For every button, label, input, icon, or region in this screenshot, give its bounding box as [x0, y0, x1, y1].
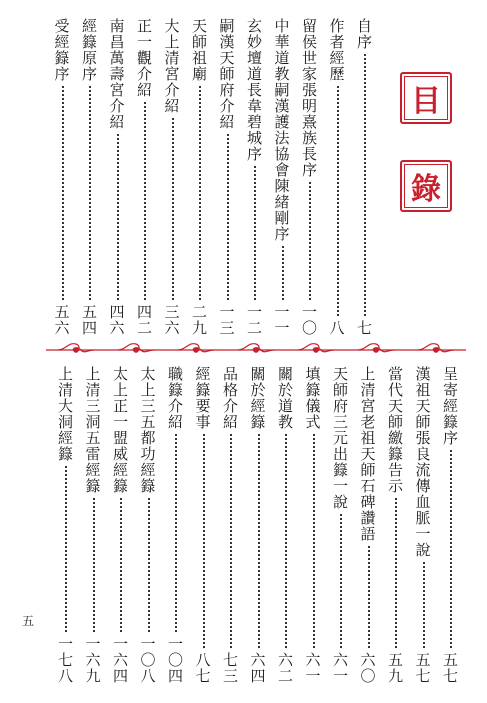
entry-title: 作者經歷	[327, 18, 346, 82]
dot-leader	[254, 166, 256, 300]
dot-leader	[62, 86, 64, 300]
dot-leader	[120, 498, 122, 632]
entry-page: 五六	[52, 304, 71, 336]
bottom-entry	[194, 366, 214, 684]
divider-knot	[374, 348, 378, 352]
divider-knot	[254, 348, 258, 352]
entry-title: 天師祖廟	[190, 18, 208, 82]
entry-page: 五九	[386, 652, 404, 684]
entry-page: 一六四	[111, 636, 129, 684]
page-number: 五	[22, 614, 35, 628]
dot-leader	[175, 434, 177, 632]
dot-leader	[368, 546, 370, 648]
entry-page: 七	[355, 320, 373, 336]
bottom-entry	[414, 366, 434, 684]
bottom-entry	[276, 366, 296, 684]
dot-leader	[148, 498, 150, 632]
dot-leader	[395, 498, 397, 648]
divider-knot	[434, 348, 438, 352]
entry-title: 上清三洞五雷經籙	[83, 366, 102, 494]
entry-title: 留侯世家張明熹族長序	[300, 18, 318, 178]
entry-title: 品格介紹	[221, 366, 239, 430]
entry-title: 上清大洞經籙	[56, 366, 74, 462]
bottom-entry	[249, 366, 269, 684]
top-entry	[53, 18, 73, 336]
dot-leader	[199, 86, 201, 300]
top-entry	[300, 18, 320, 336]
dot-leader	[282, 246, 284, 300]
dot-leader	[258, 434, 260, 648]
entry-page: 六一	[331, 652, 349, 684]
bottom-entry	[84, 366, 104, 684]
dot-leader	[340, 514, 342, 648]
entry-title: 上清宮老祖天師石碑讚語	[358, 366, 377, 542]
entry-page: 三六	[162, 304, 181, 336]
divider-knot	[74, 348, 78, 352]
entry-page: 一一	[272, 304, 291, 336]
divider-knot	[314, 348, 318, 352]
dot-leader	[117, 134, 119, 300]
entry-page: 六二	[276, 652, 294, 684]
top-entry	[80, 18, 100, 336]
bottom-entry	[221, 366, 241, 684]
title-char-mu: 目	[400, 72, 452, 124]
bottom-entry	[166, 366, 186, 684]
dot-leader	[203, 434, 205, 648]
dot-leader	[364, 54, 366, 316]
entry-title: 太上三五都功經籙	[138, 366, 157, 494]
dot-leader	[144, 102, 146, 300]
entry-page: 四二	[135, 304, 153, 336]
entry-page: 一〇四	[166, 636, 184, 684]
entry-page: 一〇	[300, 304, 318, 336]
top-entry	[135, 18, 155, 336]
dot-leader	[227, 134, 229, 300]
entry-title: 天師府三元出籙一說	[331, 366, 349, 510]
entry-title: 玄妙壇道長韋碧城序	[245, 18, 263, 162]
entry-page: 一〇八	[138, 636, 157, 684]
entry-title: 職籙介紹	[166, 366, 184, 430]
toc-title	[400, 72, 456, 212]
entry-title: 呈寄經籙序	[441, 366, 459, 446]
top-entry	[218, 18, 238, 336]
divider-knot	[134, 348, 138, 352]
entry-title: 關於道教	[276, 366, 294, 430]
entry-title: 關於經籙	[248, 366, 267, 430]
title-char-lu: 錄	[400, 160, 452, 212]
top-entry	[163, 18, 183, 336]
entry-page: 六一	[303, 652, 322, 684]
dot-leader	[309, 182, 311, 300]
dot-leader	[285, 434, 287, 648]
entry-title: 填籙儀式	[303, 366, 322, 430]
entry-page: 一三	[217, 304, 236, 336]
entry-page: 五四	[80, 304, 98, 336]
dot-leader	[65, 466, 67, 632]
top-entry	[108, 18, 128, 336]
bottom-entry	[441, 366, 461, 684]
entry-title: 嗣漢天師府介紹	[217, 18, 236, 130]
entry-page: 七三	[221, 652, 239, 684]
entry-page: 六〇	[358, 652, 377, 684]
entry-title: 南昌萬壽宮介紹	[107, 18, 126, 130]
bottom-entry	[111, 366, 131, 684]
dot-leader	[450, 450, 452, 648]
entry-title: 受經籙序	[52, 18, 71, 82]
entry-page: 五七	[413, 652, 432, 684]
top-entry	[245, 18, 265, 336]
bottom-entry	[304, 366, 324, 684]
entry-title: 正一觀介紹	[135, 18, 153, 98]
dot-leader	[313, 434, 315, 648]
top-entry	[355, 18, 375, 336]
bottom-entry	[139, 366, 159, 684]
entry-page: 六四	[248, 652, 267, 684]
entry-page: 一七八	[56, 636, 74, 684]
entry-title: 經籙原序	[80, 18, 98, 82]
entry-title: 太上正一盟威經籙	[111, 366, 129, 494]
entry-page: 八	[327, 320, 346, 336]
entry-page: 一六九	[83, 636, 102, 684]
dot-leader	[423, 562, 425, 648]
entry-title: 漢祖天師張良流傳血脈一說	[413, 366, 432, 558]
bottom-entry	[56, 366, 76, 684]
top-entry	[328, 18, 348, 336]
entry-title: 中華道教嗣漢護法協會陳緒剛序	[272, 18, 291, 242]
top-entry	[273, 18, 293, 336]
entry-title: 當代天師繳籙告示	[386, 366, 404, 494]
entry-page: 四六	[107, 304, 126, 336]
bottom-entry	[331, 366, 351, 684]
entry-title: 經籙要事	[193, 366, 212, 430]
dot-leader	[172, 118, 174, 300]
dot-leader	[89, 86, 91, 300]
ornamental-divider	[46, 339, 466, 361]
divider-knot	[194, 348, 198, 352]
dot-leader	[337, 86, 339, 316]
entry-title: 大上清宮介紹	[162, 18, 181, 114]
dot-leader	[93, 498, 95, 632]
top-entry	[190, 18, 210, 336]
bottom-entry	[386, 366, 406, 684]
entry-page: 一二	[245, 304, 263, 336]
entry-page: 五七	[441, 652, 459, 684]
entry-page: 二九	[190, 304, 208, 336]
entry-title: 自序	[355, 18, 373, 50]
dot-leader	[230, 434, 232, 648]
bottom-entry	[359, 366, 379, 684]
entry-page: 八七	[193, 652, 212, 684]
